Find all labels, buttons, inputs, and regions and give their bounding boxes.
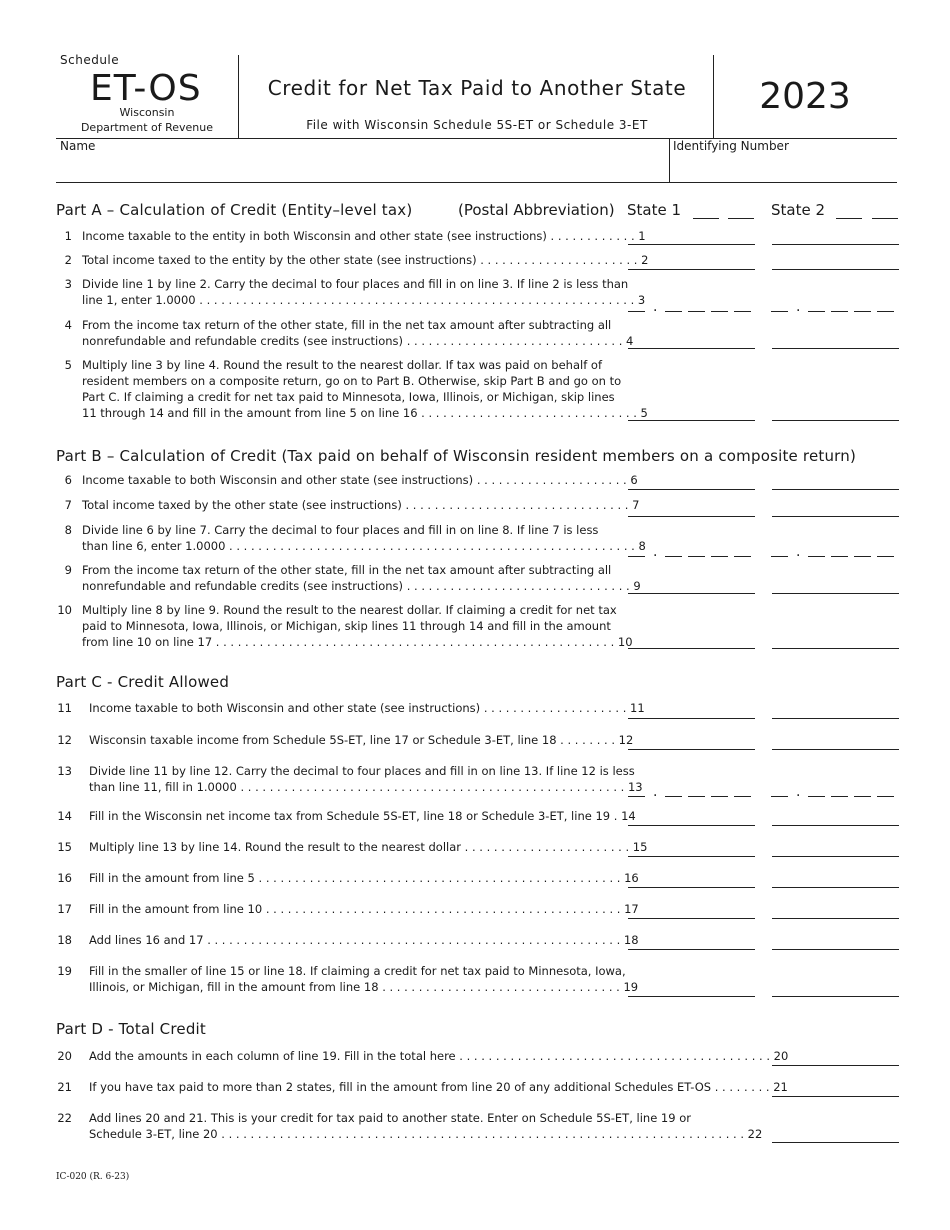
line-text: Income taxable to the entity in both Wisconsin and other state (see instructions) . . . . . . . . . . . . 1 [82,229,646,243]
state-2-postal-field-1[interactable] [836,218,862,219]
line-4-state-2-field[interactable] [772,348,899,349]
line-number: 6 [64,473,72,487]
line-5-state-1-field[interactable] [628,420,755,421]
line-text: Total income taxed to the entity by the other state (see instructions) . . . . . . . . . . . . . . . . . . . . . . 2 [82,253,649,267]
line-11-state-2-field[interactable] [772,718,899,719]
line-8-state-2-decimal-field[interactable]: . [771,541,898,557]
part-b-title: Part B – Calculation of Credit (Tax paid on behalf of Wisconsin resident members on a composite return) [56,447,857,465]
line-10-state-2-field[interactable] [772,648,899,649]
form-code: ET-OS [90,68,202,109]
line-number: 22 [57,1111,72,1125]
line-text: Fill in the amount from line 10 . . . . . . . . . . . . . . . . . . . . . . . . . . . . . . . . . . . . . . . . . . . . . . . . . 17 [89,902,639,916]
line-number: 15 [57,840,72,854]
line-text: Wisconsin taxable income from Schedule 5S-ET, line 17 or Schedule 3-ET, line 18 . . . . . . . . 12 [89,733,634,747]
line-number: 16 [57,871,72,885]
line-9-state-1-field[interactable] [628,593,755,594]
line-number: 20 [57,1049,72,1063]
line-text: From the income tax return of the other state, fill in the net tax amount after subtracting all nonrefundable and refundable credits (see instructions) . . . . . . . . . . . . . . . . . . . . . . . . . . . . . . 4 [82,318,634,348]
line-19-state-2-field[interactable] [772,996,899,997]
department-line-2: Department of Revenue [80,121,214,134]
name-row-rule [56,182,897,183]
line-3-state-2-decimal-field[interactable]: . [771,296,898,312]
line-7-state-1-field[interactable] [628,516,755,517]
line-number: 11 [57,701,72,715]
department-line-1: Wisconsin [119,106,175,119]
line-text: Income taxable to both Wisconsin and other state (see instructions) . . . . . . . . . . . . . . . . . . . . . 6 [82,473,638,487]
line-text: Add lines 20 and 21. This is your credit for tax paid to another state. Enter on Schedule 5S-ET, line 19 or Schedule 3-ET, line 20 . . . . . . . . . . . . . . . . . . . . . . . . . . . . . . . . . . . . . . . . . . . . . . . . . . . . . . . . . . . . . . . . . . . . . . . . 22 [89,1111,763,1141]
line-21-total-field[interactable] [772,1096,899,1097]
line-15-state-2-field[interactable] [772,856,899,857]
identifying-number-field[interactable] [672,154,896,180]
line-number: 14 [57,809,72,823]
line-13-state-2-decimal-field[interactable]: . [771,781,898,797]
line-text: Divide line 6 by line 7. Carry the decimal to four places and fill in on line 8. If line 7 is less than line 6, enter 1.0000 . . . . . . . . . . . . . . . . . . . . . . . . . . . . . . . . . . . . . . . . . . . . . . . . . . . . . . . . 8 [82,523,646,553]
line-number: 12 [57,733,72,747]
line-15-state-1-field[interactable] [628,856,755,857]
line-text: Multiply line 13 by line 14. Round the result to the nearest dollar . . . . . . . . . . . . . . . . . . . . . . . 15 [89,840,648,854]
form-revision-code: IC-020 (R. 6-23) [56,1172,130,1182]
line-text: If you have tax paid to more than 2 states, fill in the amount from line 20 of any additional Schedules ET-OS . . . . . . . . 21 [89,1080,788,1094]
state-2-label: State 2 [771,201,826,219]
schedule-label: Schedule [60,53,120,67]
state-1-postal-field-2[interactable] [728,218,754,219]
line-number: 4 [64,318,72,332]
identifying-number-label: Identifying Number [673,139,789,153]
line-number: 1 [64,229,72,243]
line-12-state-1-field[interactable] [628,749,755,750]
line-17-state-2-field[interactable] [772,918,899,919]
line-6-state-1-field[interactable] [628,489,755,490]
part-a-title: Part A – Calculation of Credit (Entity–level tax) [56,201,413,219]
part-d-title: Part D - Total Credit [56,1020,206,1038]
part-c-title: Part C - Credit Allowed [56,673,230,691]
line-16-state-2-field[interactable] [772,887,899,888]
line-4-state-1-field[interactable] [628,348,755,349]
name-field[interactable] [56,154,668,180]
line-number: 5 [64,358,72,372]
line-number: 10 [57,603,72,617]
form-title: Credit for Net Tax Paid to Another State [267,76,687,100]
line-number: 2 [64,253,72,267]
line-13-state-1-decimal-field[interactable]: . [628,781,755,797]
name-id-divider [669,138,670,182]
line-11-state-1-field[interactable] [628,718,755,719]
line-8-state-1-decimal-field[interactable]: . [628,541,755,557]
line-14-state-2-field[interactable] [772,825,899,826]
line-text: Multiply line 8 by line 9. Round the result to the nearest dollar. If claiming a credit for net tax paid to Minnesota, Iowa, Illinois, or Michigan, skip lines 11 through 14 and fill in the amount from line 10 on line 17 . . . . . . . . . . . . . . . . . . . . . . . . . . . . . . . . . . . . . . . . . . . . . . . . . . . . . . . 10 [82,603,633,649]
line-20-total-field[interactable] [772,1065,899,1066]
tax-year: 2023 [759,76,851,117]
line-number: 13 [57,764,72,778]
line-12-state-2-field[interactable] [772,749,899,750]
line-22-total-field[interactable] [772,1142,899,1143]
line-text: Fill in the Wisconsin net income tax from Schedule 5S-ET, line 18 or Schedule 3-ET, line 19 . 14 [89,809,636,823]
line-number: 21 [57,1080,72,1094]
line-2-state-1-field[interactable] [628,269,755,270]
line-number: 19 [57,964,72,978]
line-text: Multiply line 3 by line 4. Round the result to the nearest dollar. If tax was paid on behalf of resident members on a composite return, go on to Part B. Otherwise, skip Part B and go on to Part C. If claiming a credit for net tax paid to Minnesota, Iowa, Illinois, or Michigan, skip lines 11 through 14 and fill in the amount from line 5 on line 16 . . . . . . . . . . . . . . . . . . . . . . . . . . . . . . 5 [82,358,648,420]
line-9-state-2-field[interactable] [772,593,899,594]
line-18-state-2-field[interactable] [772,949,899,950]
line-text: Income taxable to both Wisconsin and other state (see instructions) . . . . . . . . . . . . . . . . . . . . 11 [89,701,645,715]
line-17-state-1-field[interactable] [628,918,755,919]
state-1-label: State 1 [627,201,682,219]
line-1-state-1-field[interactable] [628,244,755,245]
line-text: Fill in the smaller of line 15 or line 18. If claiming a credit for net tax paid to Minnesota, Iowa, Illinois, or Michigan, fill in the amount from line 18 . . . . . . . . . . . . . . . . . . . . . . . . . . . . . . . . . 19 [89,964,639,994]
state-2-postal-field-2[interactable] [872,218,898,219]
postal-abbreviation-label: (Postal Abbreviation) [458,201,615,219]
line-text: Divide line 1 by line 2. Carry the decimal to four places and fill in on line 3. If line 2 is less than line 1, enter 1.0000 . . . . . . . . . . . . . . . . . . . . . . . . . . . . . . . . . . . . . . . . . . . . . . . . . . . . . . . . . . . . 3 [82,277,646,307]
line-number: 3 [64,277,72,291]
line-number: 8 [64,523,72,537]
form-subtitle: File with Wisconsin Schedule 5S-ET or Schedule 3-ET [306,118,648,132]
line-1-state-2-field[interactable] [772,244,899,245]
name-label: Name [60,139,96,153]
line-16-state-1-field[interactable] [628,887,755,888]
line-number: 18 [57,933,72,947]
line-14-state-1-field[interactable] [628,825,755,826]
line-number: 9 [64,563,72,577]
line-10-state-1-field[interactable] [628,648,755,649]
line-18-state-1-field[interactable] [628,949,755,950]
line-text: Add the amounts in each column of line 19. Fill in the total here . . . . . . . . . . . . . . . . . . . . . . . . . . . . . . . . . . . . . . . . . . . 20 [89,1049,789,1063]
line-text: Fill in the amount from line 5 . . . . . . . . . . . . . . . . . . . . . . . . . . . . . . . . . . . . . . . . . . . . . . . . . . 16 [89,871,639,885]
state-1-postal-field-1[interactable] [693,218,719,219]
line-5-state-2-field[interactable] [772,420,899,421]
line-3-state-1-decimal-field[interactable]: . [628,296,755,312]
header-divider-left [238,55,239,138]
line-6-state-2-field[interactable] [772,489,899,490]
line-text: From the income tax return of the other state, fill in the net tax amount after subtracting all nonrefundable and refundable credits (see instructions) . . . . . . . . . . . . . . . . . . . . . . . . . . . . . . . 9 [82,563,641,593]
line-2-state-2-field[interactable] [772,269,899,270]
line-number: 17 [57,902,72,916]
line-text: Add lines 16 and 17 . . . . . . . . . . . . . . . . . . . . . . . . . . . . . . . . . . . . . . . . . . . . . . . . . . . . . . . . . 18 [89,933,639,947]
line-text: Divide line 11 by line 12. Carry the decimal to four places and fill in on line 13. If line 12 is less than line 11, fill in 1.0000 . . . . . . . . . . . . . . . . . . . . . . . . . . . . . . . . . . . . . . . . . . . . . . . . . . . . . 13 [89,764,643,794]
line-7-state-2-field[interactable] [772,516,899,517]
line-text: Total income taxed by the other state (see instructions) . . . . . . . . . . . . . . . . . . . . . . . . . . . . . . . 7 [82,498,640,512]
line-19-state-1-field[interactable] [628,996,755,997]
line-number: 7 [64,498,72,512]
